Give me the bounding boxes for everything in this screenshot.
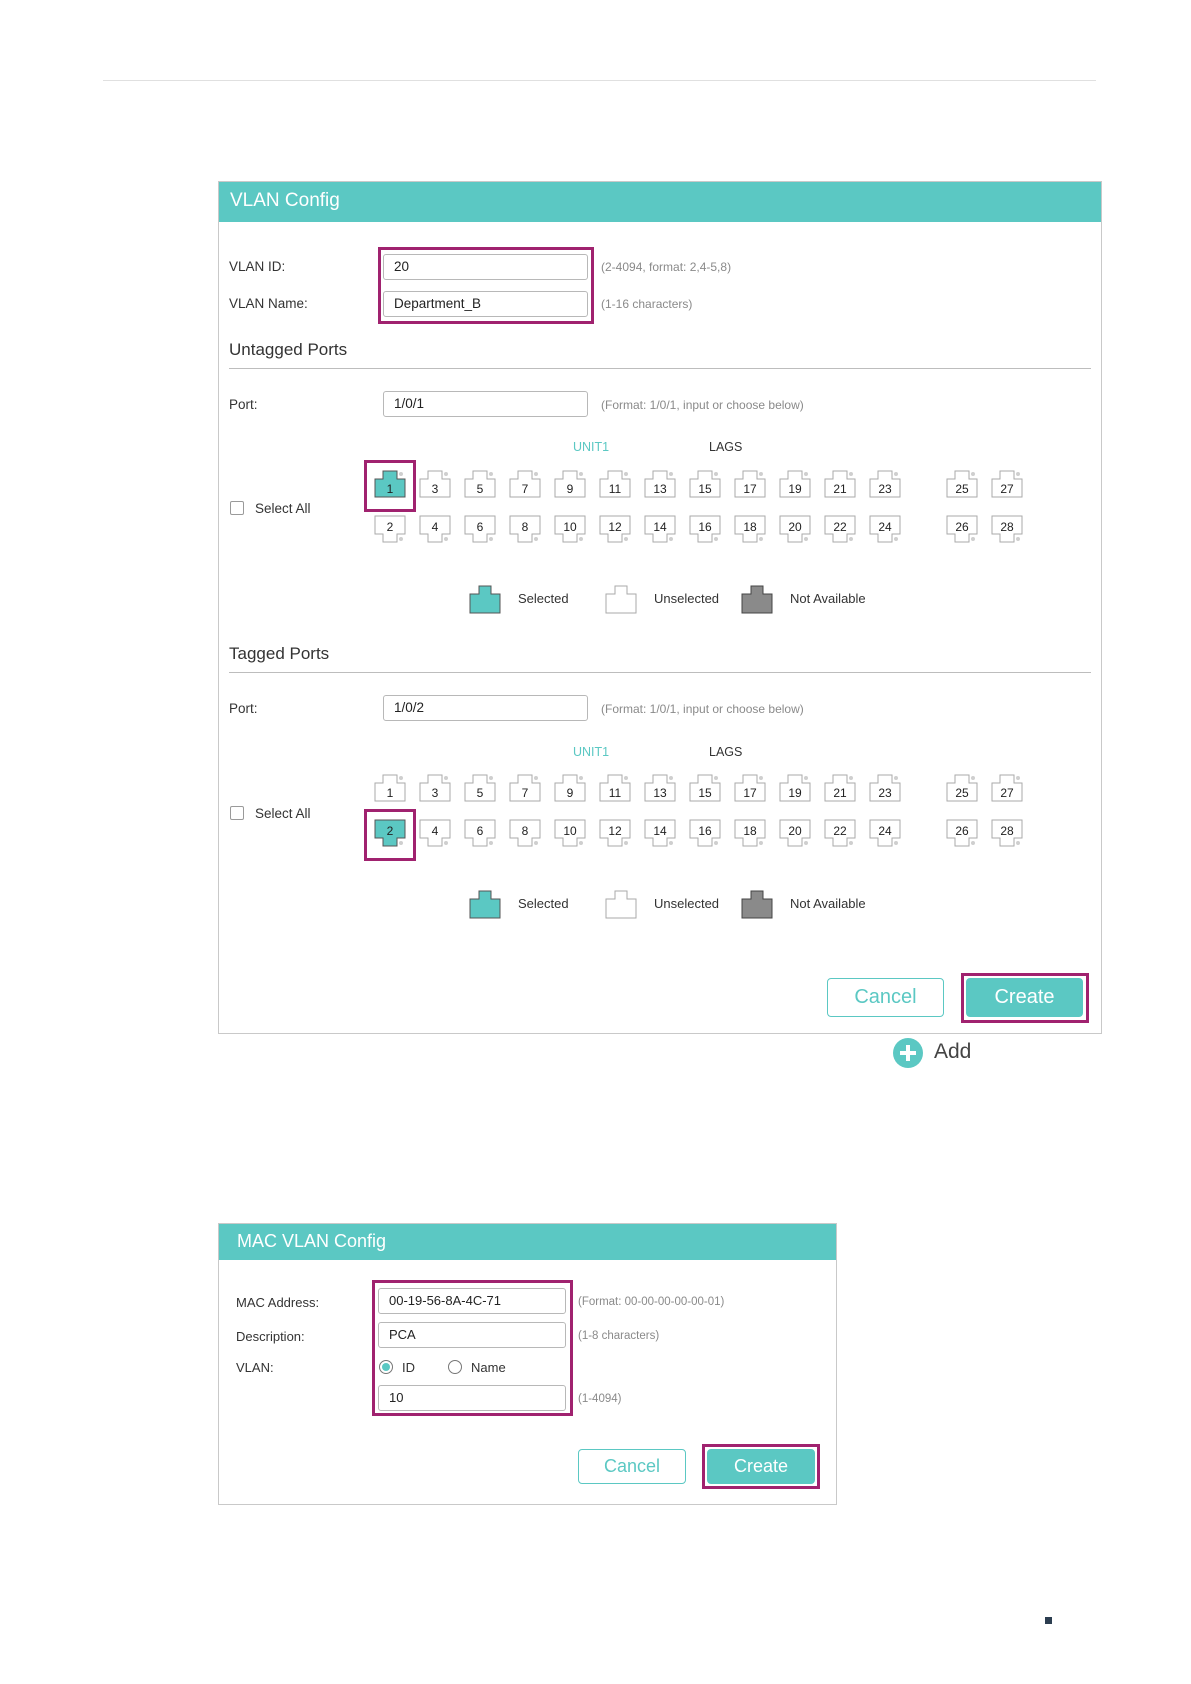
port-number-label: 10 (563, 824, 577, 838)
untagged-port-23[interactable] (869, 469, 901, 498)
untagged-port-25[interactable] (946, 469, 978, 498)
tagged-legend-unselected-label: Unselected (654, 896, 720, 911)
tagged-legend-not-available-label: Not Available (790, 896, 866, 911)
tagged-port-9[interactable] (554, 773, 586, 802)
port-number-label: 3 (431, 786, 439, 800)
port-number-label: 24 (878, 520, 892, 534)
port-number-label: 10 (563, 520, 577, 534)
port-number-label: 1 (386, 786, 394, 800)
tagged-ports-title: Tagged Ports (229, 644, 330, 663)
tagged-port-26[interactable] (946, 819, 978, 848)
port-number-label: 17 (743, 482, 757, 496)
untagged-port-14[interactable] (644, 515, 676, 544)
port-number-label: 8 (521, 520, 529, 534)
untagged-port-11[interactable] (599, 469, 631, 498)
description-label: Description: (236, 1329, 305, 1344)
mac-address-label: MAC Address: (236, 1295, 320, 1310)
port-number-label: 20 (788, 520, 802, 534)
tagged-port-16[interactable] (689, 819, 721, 848)
untagged-unit-label: UNIT1 (573, 440, 610, 454)
vlan-name-label: VLAN Name: (229, 296, 308, 311)
untagged-port-10[interactable] (554, 515, 586, 544)
tagged-port-4[interactable] (419, 819, 451, 848)
tagged-port-2[interactable] (374, 819, 406, 848)
port-number-label: 14 (653, 824, 667, 838)
tagged-port-17[interactable] (734, 773, 766, 802)
port-number-label: 25 (955, 786, 969, 800)
mac-address-hint: (Format: 00-00-00-00-00-01) (578, 1296, 725, 1308)
port-number-label: 18 (743, 520, 757, 534)
untagged-port-27[interactable] (991, 469, 1023, 498)
tagged-port-12[interactable] (599, 819, 631, 848)
tagged-port-7[interactable] (509, 773, 541, 802)
port-number-label: 13 (653, 482, 667, 496)
vlan-name-radio[interactable] (448, 1360, 462, 1374)
untagged-select-all-checkbox[interactable] (230, 501, 244, 515)
port-number-label: 14 (653, 520, 667, 534)
tagged-port-hint: (Format: 1/0/1, input or choose below) (601, 702, 804, 716)
tagged-legend-not-available-icon (741, 889, 773, 919)
tagged-port-20[interactable] (779, 819, 811, 848)
port-number-label: 16 (698, 824, 712, 838)
untagged-port-8[interactable] (509, 515, 541, 544)
port-number-label: 13 (653, 786, 667, 800)
port-number-label: 22 (833, 520, 847, 534)
port-number-label: 2 (386, 520, 394, 534)
tagged-port-6[interactable] (464, 819, 496, 848)
port-number-label: 19 (788, 482, 802, 496)
port-number-label: 16 (698, 520, 712, 534)
port-number-label: 26 (955, 520, 969, 534)
untagged-port-6[interactable] (464, 515, 496, 544)
port-number-label: 9 (566, 786, 574, 800)
port-number-label: 6 (476, 824, 484, 838)
port-number-label: 7 (521, 482, 529, 496)
mac-cancel-button[interactable]: Cancel (578, 1449, 686, 1484)
port-number-label: 5 (476, 482, 484, 496)
vlan-name-hint: (1-16 characters) (601, 297, 693, 311)
mac-vlan-id-input[interactable]: 10 (378, 1385, 566, 1411)
tagged-port-22[interactable] (824, 819, 856, 848)
tagged-port-10[interactable] (554, 819, 586, 848)
port-number-label: 6 (476, 520, 484, 534)
port-number-label: 12 (608, 520, 622, 534)
tagged-port-input[interactable]: 1/0/2 (383, 695, 588, 721)
untagged-port-24[interactable] (869, 515, 901, 544)
untagged-select-all-label: Select All (255, 501, 311, 516)
mac-create-button[interactable]: Create (707, 1449, 815, 1484)
tagged-legend-selected-label: Selected (518, 896, 569, 911)
mac-address-input[interactable]: 00-19-56-8A-4C-71 (378, 1288, 566, 1314)
untagged-port-16[interactable] (689, 515, 721, 544)
untagged-port-input[interactable]: 1/0/1 (383, 391, 588, 417)
untagged-ports-title: Untagged Ports (229, 340, 348, 359)
legend-not-available-label: Not Available (790, 591, 866, 606)
tagged-port-15[interactable] (689, 773, 721, 802)
vlan-config-header (219, 182, 1101, 222)
port-number-label: 7 (521, 786, 529, 800)
port-number-label: 3 (431, 482, 439, 496)
port-number-label: 22 (833, 824, 847, 838)
port-number-label: 26 (955, 824, 969, 838)
port-number-label: 2 (386, 824, 394, 838)
plus-circle-icon (893, 1038, 923, 1068)
untagged-port-hint: (Format: 1/0/1, input or choose below) (601, 398, 804, 412)
untagged-lags-label: LAGS (709, 440, 743, 454)
port-number-label: 24 (878, 824, 892, 838)
untagged-section-rule (229, 368, 1091, 369)
port-number-label: 28 (1000, 520, 1014, 534)
description-input[interactable]: PCA (378, 1322, 566, 1348)
untagged-port-22[interactable] (824, 515, 856, 544)
page-top-rule (103, 80, 1096, 81)
untagged-port-9[interactable] (554, 469, 586, 498)
mac-vlan-config-title: MAC VLAN Config (237, 1231, 387, 1251)
untagged-port-12[interactable] (599, 515, 631, 544)
tagged-port-13[interactable] (644, 773, 676, 802)
untagged-port-5[interactable] (464, 469, 496, 498)
legend-unselected-label: Unselected (654, 591, 720, 606)
untagged-port-18[interactable] (734, 515, 766, 544)
untagged-port-4[interactable] (419, 515, 451, 544)
untagged-port-20[interactable] (779, 515, 811, 544)
port-number-label: 9 (566, 482, 574, 496)
vlan-label: VLAN: (236, 1360, 274, 1375)
port-number-label: 8 (521, 824, 529, 838)
untagged-port-19[interactable] (779, 469, 811, 498)
port-number-label: 25 (955, 482, 969, 496)
tagged-port-21[interactable] (824, 773, 856, 802)
legend-selected-icon (469, 584, 501, 614)
untagged-port-1[interactable] (374, 469, 406, 498)
tagged-legend-unselected-icon (605, 889, 637, 919)
port-number-label: 23 (878, 482, 892, 496)
port-number-label: 15 (698, 482, 712, 496)
tagged-port-18[interactable] (734, 819, 766, 848)
vlan-id-hint: (2-4094, format: 2,4-5,8) (601, 260, 732, 274)
tagged-select-all-checkbox[interactable] (230, 806, 244, 820)
untagged-port-15[interactable] (689, 469, 721, 498)
port-number-label: 27 (1000, 482, 1014, 496)
vlan-id-label: VLAN ID: (229, 259, 286, 274)
tagged-port-19[interactable] (779, 773, 811, 802)
tagged-port-24[interactable] (869, 819, 901, 848)
page-marker (1045, 1617, 1052, 1624)
tagged-lags-label: LAGS (709, 745, 743, 759)
vlan-id-radio-label: ID (402, 1360, 415, 1375)
vlan-config-title: VLAN Config (230, 190, 340, 211)
untagged-port-label: Port: (229, 397, 258, 412)
tagged-port-11[interactable] (599, 773, 631, 802)
port-number-label: 28 (1000, 824, 1014, 838)
untagged-port-26[interactable] (946, 515, 978, 544)
tagged-port-27[interactable] (991, 773, 1023, 802)
untagged-port-13[interactable] (644, 469, 676, 498)
description-hint: (1-8 characters) (578, 1330, 660, 1342)
port-number-label: 18 (743, 824, 757, 838)
mac-vlan-config-header (219, 1224, 836, 1260)
tagged-port-8[interactable] (509, 819, 541, 848)
legend-unselected-icon (605, 584, 637, 614)
untagged-port-7[interactable] (509, 469, 541, 498)
tagged-port-3[interactable] (419, 773, 451, 802)
port-number-label: 21 (833, 482, 847, 496)
tagged-port-25[interactable] (946, 773, 978, 802)
port-number-label: 15 (698, 786, 712, 800)
port-number-label: 17 (743, 786, 757, 800)
vlan-name-radio-label: Name (471, 1360, 506, 1375)
tagged-select-all-label: Select All (255, 806, 311, 821)
vlan-id-radio[interactable] (379, 1360, 393, 1374)
legend-not-available-icon (741, 584, 773, 614)
tagged-port-5[interactable] (464, 773, 496, 802)
port-number-label: 19 (788, 786, 802, 800)
port-number-label: 11 (608, 482, 622, 496)
tagged-port-14[interactable] (644, 819, 676, 848)
tagged-section-rule (229, 672, 1091, 673)
port-number-label: 20 (788, 824, 802, 838)
port-number-label: 1 (386, 482, 394, 496)
vlan-name-input[interactable]: Department_B (383, 291, 588, 317)
vlan-create-button[interactable]: Create (966, 978, 1083, 1017)
port-number-label: 5 (476, 786, 484, 800)
untagged-port-3[interactable] (419, 469, 451, 498)
add-label: Add (934, 1040, 972, 1063)
tagged-unit-label: UNIT1 (573, 745, 610, 759)
untagged-port-17[interactable] (734, 469, 766, 498)
port-number-label: 4 (431, 520, 439, 534)
port-number-label: 21 (833, 786, 847, 800)
untagged-port-2[interactable] (374, 515, 406, 544)
port-number-label: 12 (608, 824, 622, 838)
tagged-port-1[interactable] (374, 773, 406, 802)
port-number-label: 23 (878, 786, 892, 800)
mac-vlan-id-hint: (1-4094) (578, 1393, 622, 1405)
tagged-port-28[interactable] (991, 819, 1023, 848)
untagged-port-21[interactable] (824, 469, 856, 498)
tagged-port-23[interactable] (869, 773, 901, 802)
legend-selected-label: Selected (518, 591, 569, 606)
port-number-label: 4 (431, 824, 439, 838)
untagged-port-28[interactable] (991, 515, 1023, 544)
vlan-cancel-button[interactable]: Cancel (827, 978, 944, 1017)
port-number-label: 27 (1000, 786, 1014, 800)
vlan-id-input[interactable]: 20 (383, 254, 588, 280)
port-number-label: 11 (608, 786, 622, 800)
tagged-legend-selected-icon (469, 889, 501, 919)
tagged-port-label: Port: (229, 701, 258, 716)
